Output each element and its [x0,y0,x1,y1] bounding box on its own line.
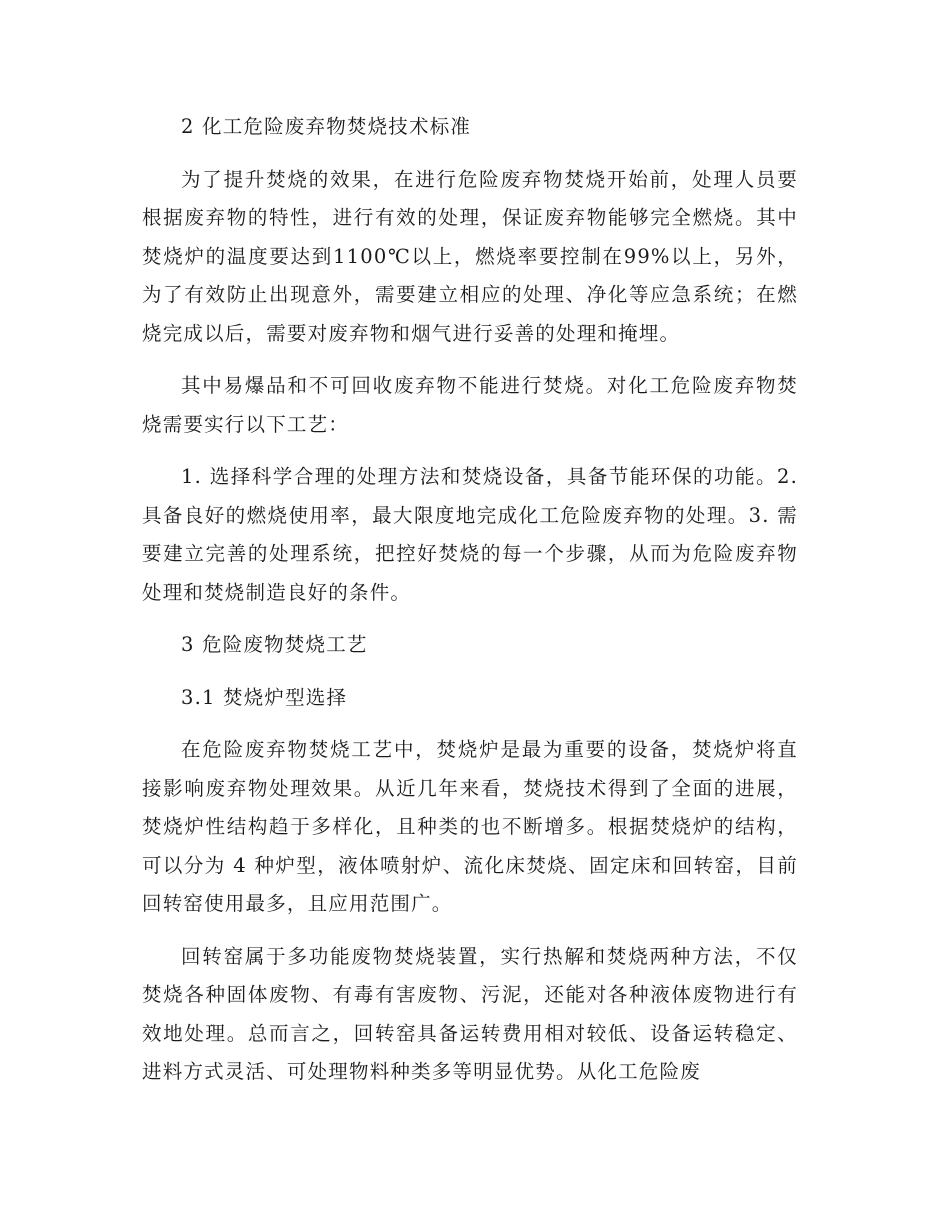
paragraph-furnace-types: 在危险废弃物焚烧工艺中，焚烧炉是最为重要的设备，焚烧炉将直接影响废弃物处理效果。从近几年来看，焚烧技术得到了全面的进展，焚烧炉性结构趋于多样化，且种类的也不断增多。根据焚烧炉的结构，可以分为 4 种炉型，液体喷射炉、流化床焚烧、固定床和回转窑，目前回转窑使用最多，且应用范围广。 [142,738,798,915]
paragraph-incineration-standard: 为了提升焚烧的效果，在进行危险废弃物焚烧开始前，处理人员要根据废弃物的特性，进行有效的处理，保证废弃物能够完全燃烧。其中焚烧炉的温度要达到1100℃以上，燃烧率要控制在99%以上，另外，为了有效防止出现意外，需要建立相应的处理、净化等应急系统；在燃烧完成以后，需要对废弃物和烟气进行妥善的处理和掩埋。 [142,167,798,345]
document-page [142,108,798,1106]
subsection-heading-3-1: 3.1 焚烧炉型选择 [181,685,348,709]
paragraph-non-incinerable: 其中易爆品和不可回收废弃物不能进行焚烧。对化工危险废弃物焚烧需要实行以下工艺： [142,374,798,436]
section-heading-2: 2 化工危险废弃物焚烧技术标准 [181,115,472,138]
paragraph-rotary-kiln: 回转窑属于多功能废物焚烧装置，实行热解和焚烧两种方法，不仅焚烧各种固体废物、有毒有害废物、污泥，还能对各种液体废物进行有效地处理。总而言之，回转窑具备运转费用相对较低、设备运转稳定、进料方式灵活、可处理物料种类多等明显优势。从化工危险废 [142,944,798,1083]
paragraph-process-list: 1. 选择科学合理的处理方法和焚烧设备，具备节能环保的功能。2. 具备良好的燃烧使用率，最大限度地完成化工危险废弃物的处理。3. 需要建立完善的处理系统，把控好焚烧的每一个步骤，从而为危险废弃物处理和焚烧制造良好的条件。 [142,465,798,604]
section-heading-3: 3 危险废物焚烧工艺 [181,633,368,656]
